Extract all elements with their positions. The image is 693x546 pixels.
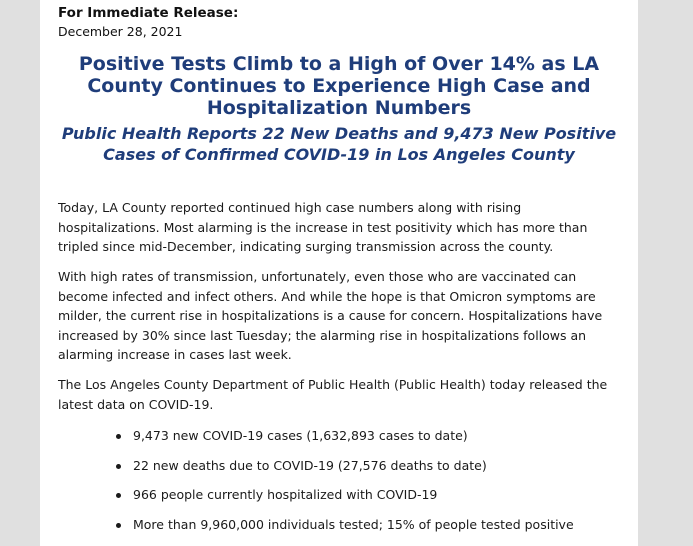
release-label: For Immediate Release:	[58, 5, 239, 21]
list-item	[114, 426, 614, 456]
paragraph-transmission: With high rates of transmission, unfortunately, even those who are vaccinated can become infected and infect others. And while the hope is that Omicron symptoms are milder, the current rise in hospitalizations is a cause for concern. Hospitalizations have increased by 30% since last Tuesday; the alarming rise in hospitalizations follows an alarming increase in cases last week.	[58, 269, 603, 362]
stat-tested: More than 9,960,000 individuals tested; 15% of people tested positive	[133, 516, 574, 532]
list-item	[114, 485, 614, 515]
subheadline: Public Health Reports 22 New Deaths and 9,473 New Positive Cases of Confirmed COVID-19 in Los Angeles County	[61, 124, 617, 164]
list-item	[114, 456, 614, 486]
stat-hospitalized: 966 people currently hospitalized with COVID-19	[133, 487, 438, 502]
bullet-icon	[116, 523, 121, 528]
bullet-icon	[116, 464, 121, 469]
release-date: December 28, 2021	[58, 24, 183, 39]
stats-list	[114, 426, 614, 544]
headline: Positive Tests Climb to a High of Over 14% as LA County Continues to Experience High Case and Hospitalization Numbers	[78, 53, 600, 119]
press-release-page	[40, 0, 638, 546]
bullet-icon	[116, 434, 121, 439]
paragraph-data-release: The Los Angeles County Department of Public Health (Public Health) today released the latest data on COVID-19.	[58, 377, 608, 412]
bullet-icon	[116, 493, 121, 498]
list-item	[114, 515, 614, 545]
paragraph-intro: Today, LA County reported continued high case numbers along with rising hospitalizations. Most alarming is the increase in test positivity which has more than tripled since mid-December, indicating surging transmission across the county.	[58, 200, 588, 254]
stat-new-cases: 9,473 new COVID-19 cases (1,632,893 cases to date)	[133, 428, 468, 443]
stat-new-deaths: 22 new deaths due to COVID-19 (27,576 deaths to date)	[133, 457, 487, 473]
